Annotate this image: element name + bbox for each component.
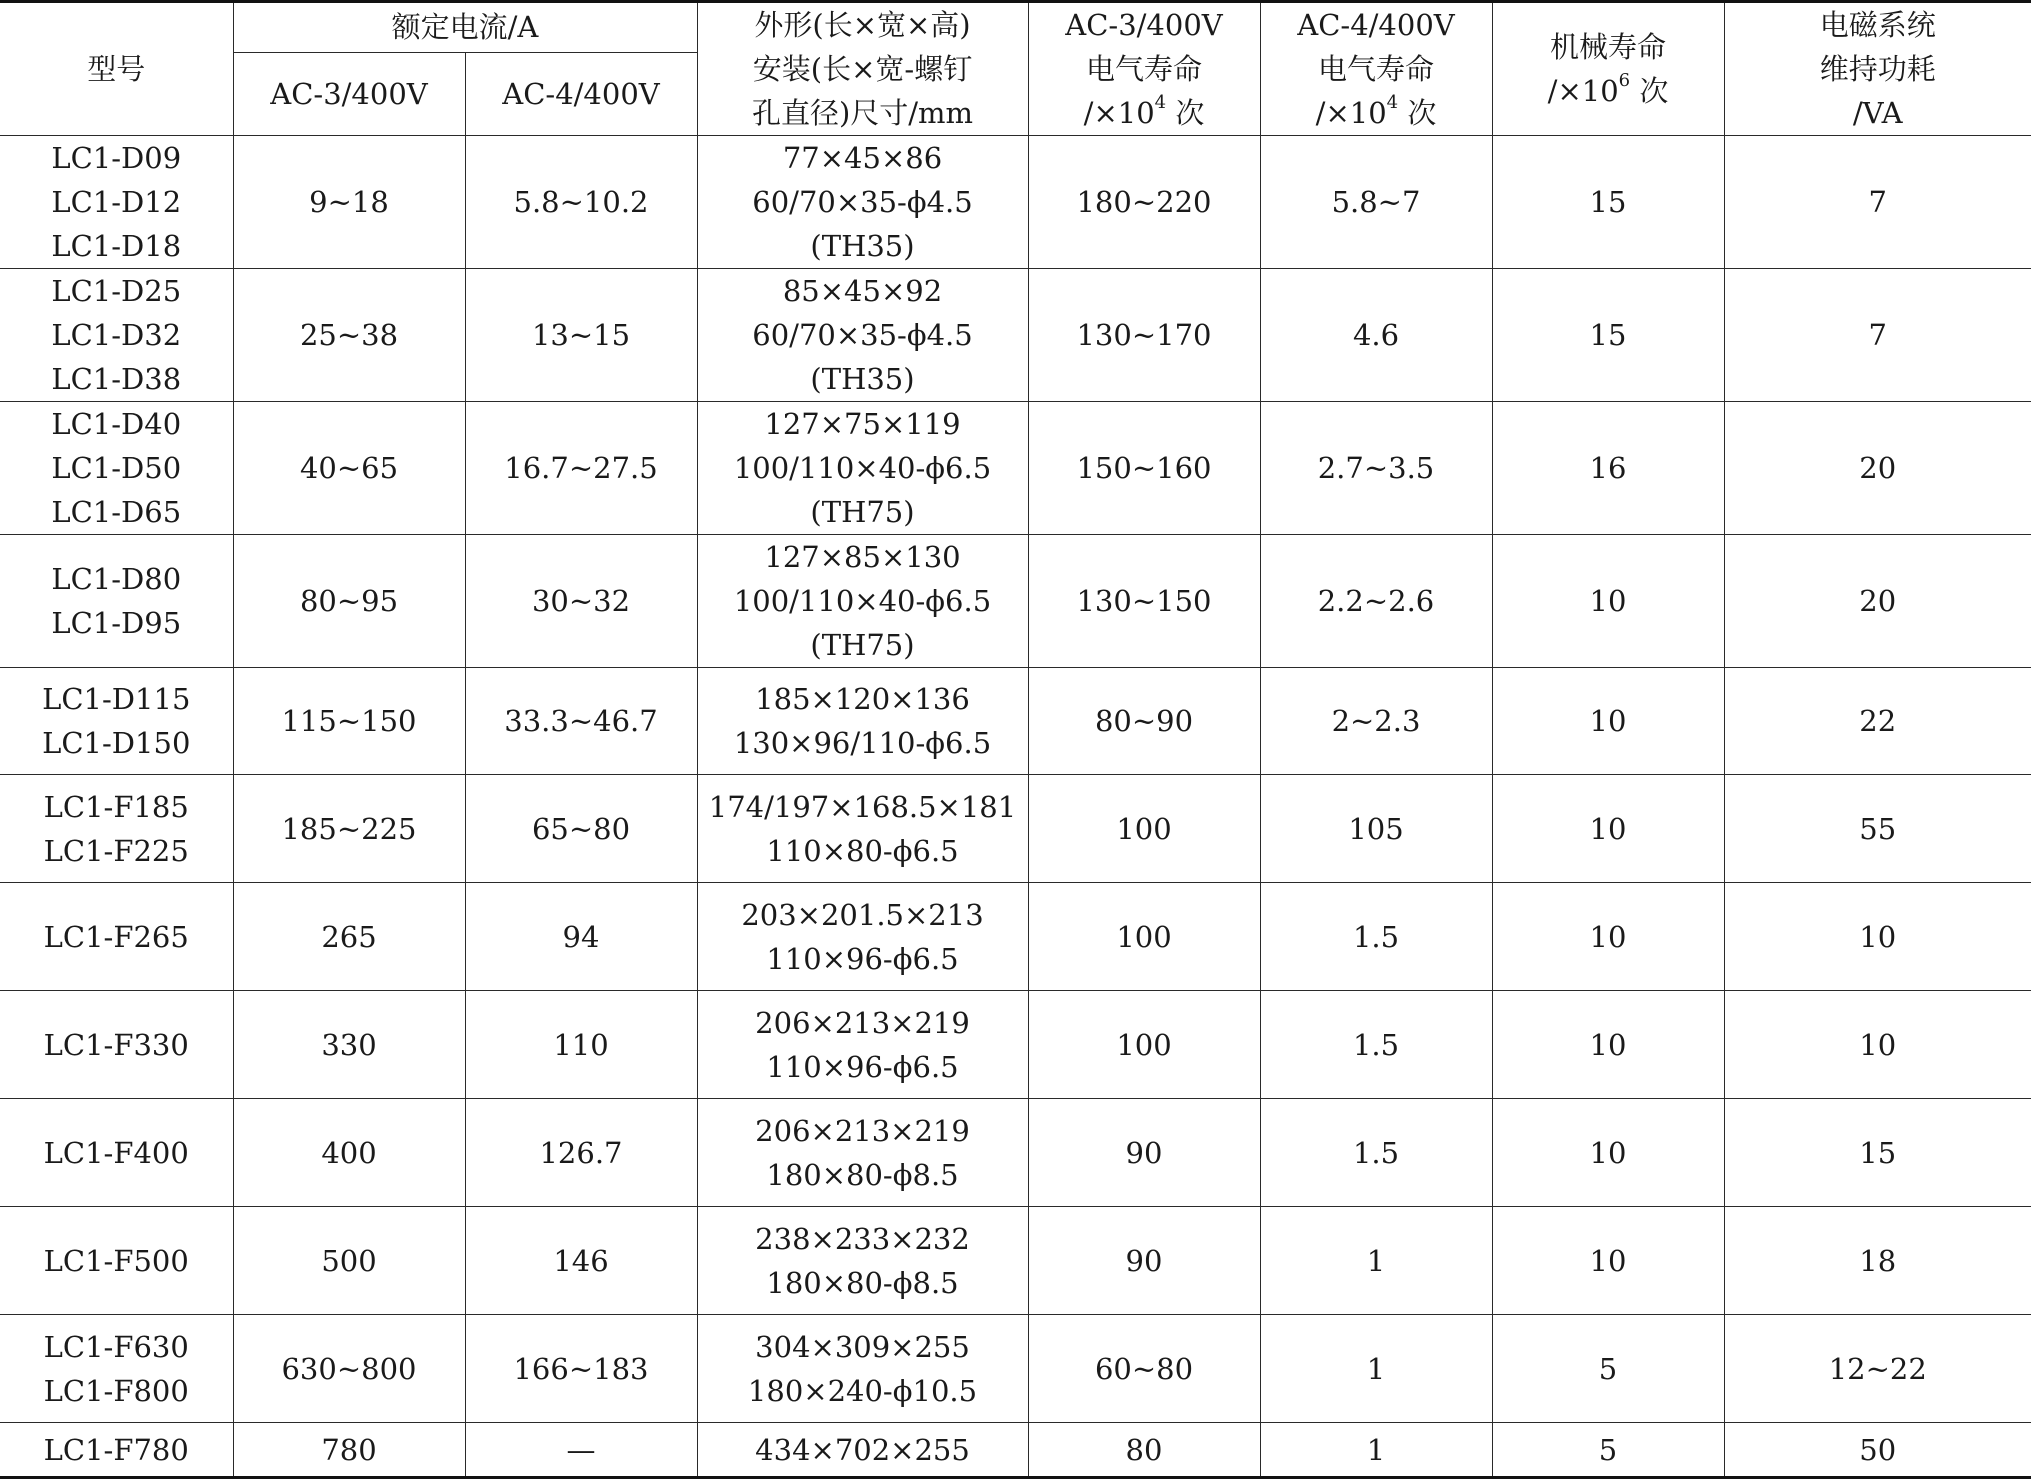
dimensions-cell: 238×233×232 180×80-ϕ8.5 <box>697 1207 1028 1315</box>
model-cell: LC1-F630 LC1-F800 <box>0 1315 233 1423</box>
holding-power-cell: 22 <box>1724 668 2031 775</box>
ac4-current-cell: — <box>465 1423 697 1478</box>
table-row <box>0 1423 2031 1478</box>
ac4-current-cell: 110 <box>465 991 697 1099</box>
header-ac4-current: AC-4/400V <box>465 52 697 135</box>
ac3-life-cell: 130~150 <box>1028 535 1260 668</box>
table-row <box>0 1207 2031 1315</box>
ac4-life-cell: 2.2~2.6 <box>1260 535 1492 668</box>
model-cell: LC1-F400 <box>0 1099 233 1207</box>
ac4-life-cell: 1 <box>1260 1423 1492 1478</box>
dimensions-cell: 77×45×86 60/70×35-ϕ4.5 (TH35) <box>697 136 1028 269</box>
ac4-current-cell: 146 <box>465 1207 697 1315</box>
holding-power-cell: 20 <box>1724 535 2031 668</box>
ac4-life-cell: 4.6 <box>1260 269 1492 402</box>
ac4-current-cell: 13~15 <box>465 269 697 402</box>
ac3-current-cell: 780 <box>233 1423 465 1478</box>
ac4-current-cell: 94 <box>465 883 697 991</box>
ac3-current-cell: 500 <box>233 1207 465 1315</box>
dimensions-cell: 206×213×219 180×80-ϕ8.5 <box>697 1099 1028 1207</box>
holding-power-cell: 15 <box>1724 1099 2031 1207</box>
ac3-life-cell: 100 <box>1028 991 1260 1099</box>
table-row <box>0 883 2031 991</box>
table-row <box>0 775 2031 883</box>
table-body <box>0 136 2031 1478</box>
table-row <box>0 535 2031 668</box>
ac3-current-cell: 25~38 <box>233 269 465 402</box>
model-cell: LC1-D80 LC1-D95 <box>0 535 233 668</box>
dimensions-cell: 127×75×119 100/110×40-ϕ6.5 (TH75) <box>697 402 1028 535</box>
model-cell: LC1-D40 LC1-D50 LC1-D65 <box>0 402 233 535</box>
ac3-current-cell: 185~225 <box>233 775 465 883</box>
ac3-life-cell: 90 <box>1028 1099 1260 1207</box>
dimensions-cell: 185×120×136 130×96/110-ϕ6.5 <box>697 668 1028 775</box>
table-header <box>0 2 2031 136</box>
ac3-life-cell: 180~220 <box>1028 136 1260 269</box>
ac4-life-cell: 105 <box>1260 775 1492 883</box>
mechanical-life-cell: 10 <box>1492 668 1724 775</box>
dimensions-cell: 127×85×130 100/110×40-ϕ6.5 (TH75) <box>697 535 1028 668</box>
table-row <box>0 136 2031 269</box>
ac4-life-cell: 2~2.3 <box>1260 668 1492 775</box>
ac3-current-cell: 9~18 <box>233 136 465 269</box>
holding-power-cell: 12~22 <box>1724 1315 2031 1423</box>
header-model: 型号 <box>0 2 233 136</box>
model-cell: LC1-D115 LC1-D150 <box>0 668 233 775</box>
ac4-life-cell: 5.8~7 <box>1260 136 1492 269</box>
mechanical-life-cell: 16 <box>1492 402 1724 535</box>
ac4-current-cell: 33.3~46.7 <box>465 668 697 775</box>
ac3-life-cell: 130~170 <box>1028 269 1260 402</box>
ac3-current-cell: 330 <box>233 991 465 1099</box>
mechanical-life-cell: 10 <box>1492 535 1724 668</box>
mechanical-life-cell: 10 <box>1492 1207 1724 1315</box>
table-row <box>0 269 2031 402</box>
ac3-life-cell: 100 <box>1028 775 1260 883</box>
dimensions-cell: 434×702×255 <box>697 1423 1028 1478</box>
header-mechanical-life: 机械寿命 $/\times 10^6$ 次 <box>1492 2 1724 136</box>
ac3-current-cell: 80~95 <box>233 535 465 668</box>
mechanical-life-cell: 10 <box>1492 991 1724 1099</box>
dimensions-cell: 203×201.5×213 110×96-ϕ6.5 <box>697 883 1028 991</box>
holding-power-cell: 50 <box>1724 1423 2031 1478</box>
holding-power-cell: 7 <box>1724 269 2031 402</box>
mechanical-life-cell: 15 <box>1492 269 1724 402</box>
ac4-current-cell: 166~183 <box>465 1315 697 1423</box>
table-row <box>0 1099 2031 1207</box>
table-row <box>0 991 2031 1099</box>
ac4-current-cell: 5.8~10.2 <box>465 136 697 269</box>
ac4-current-cell: 30~32 <box>465 535 697 668</box>
ac4-life-cell: 1.5 <box>1260 1099 1492 1207</box>
mechanical-life-cell: 5 <box>1492 1315 1724 1423</box>
holding-power-cell: 20 <box>1724 402 2031 535</box>
ac3-current-cell: 400 <box>233 1099 465 1207</box>
ac4-life-cell: 1.5 <box>1260 991 1492 1099</box>
ac3-life-cell: 90 <box>1028 1207 1260 1315</box>
model-cell: LC1-F185 LC1-F225 <box>0 775 233 883</box>
table-row <box>0 402 2031 535</box>
ac4-life-cell: 1 <box>1260 1207 1492 1315</box>
mechanical-life-cell: 10 <box>1492 1099 1724 1207</box>
ac4-current-cell: 16.7~27.5 <box>465 402 697 535</box>
model-cell: LC1-F500 <box>0 1207 233 1315</box>
table-row <box>0 1315 2031 1423</box>
header-ac3-electrical-life: AC-3/400V 电气寿命 $/\times 10^4$ 次 <box>1028 2 1260 136</box>
header-dimensions: 外形(长×宽×高) 安装(长×宽-螺钉 孔直径)尺寸/mm <box>697 2 1028 136</box>
ac3-life-cell: 60~80 <box>1028 1315 1260 1423</box>
holding-power-cell: 10 <box>1724 991 2031 1099</box>
mechanical-life-cell: 10 <box>1492 775 1724 883</box>
dimensions-cell: 304×309×255 180×240-ϕ10.5 <box>697 1315 1028 1423</box>
ac4-current-cell: 65~80 <box>465 775 697 883</box>
mechanical-life-cell: 10 <box>1492 883 1724 991</box>
holding-power-cell: 7 <box>1724 136 2031 269</box>
ac3-life-cell: 150~160 <box>1028 402 1260 535</box>
dimensions-cell: 174/197×168.5×181 110×80-ϕ6.5 <box>697 775 1028 883</box>
model-cell: LC1-D25 LC1-D32 LC1-D38 <box>0 269 233 402</box>
ac3-life-cell: 100 <box>1028 883 1260 991</box>
model-cell: LC1-D09 LC1-D12 LC1-D18 <box>0 136 233 269</box>
mechanical-life-cell: 15 <box>1492 136 1724 269</box>
holding-power-cell: 10 <box>1724 883 2031 991</box>
ac4-current-cell: 126.7 <box>465 1099 697 1207</box>
ac3-current-cell: 40~65 <box>233 402 465 535</box>
model-cell: LC1-F265 <box>0 883 233 991</box>
ac3-current-cell: 265 <box>233 883 465 991</box>
header-rated-current: 额定电流/A <box>233 2 697 53</box>
ac3-life-cell: 80~90 <box>1028 668 1260 775</box>
header-ac4-electrical-life: AC-4/400V 电气寿命 $/\times 10^4$ 次 <box>1260 2 1492 136</box>
dimensions-cell: 85×45×92 60/70×35-ϕ4.5 (TH35) <box>697 269 1028 402</box>
ac4-life-cell: 2.7~3.5 <box>1260 402 1492 535</box>
ac4-life-cell: 1.5 <box>1260 883 1492 991</box>
header-ac3-current: AC-3/400V <box>233 52 465 135</box>
ac3-current-cell: 115~150 <box>233 668 465 775</box>
table-row <box>0 668 2031 775</box>
holding-power-cell: 55 <box>1724 775 2031 883</box>
ac3-life-cell: 80 <box>1028 1423 1260 1478</box>
ac3-current-cell: 630~800 <box>233 1315 465 1423</box>
holding-power-cell: 18 <box>1724 1207 2031 1315</box>
model-cell: LC1-F780 <box>0 1423 233 1478</box>
model-cell: LC1-F330 <box>0 991 233 1099</box>
mechanical-life-cell: 5 <box>1492 1423 1724 1478</box>
header-coil-holding-power: 电磁系统 维持功耗 /VA <box>1724 2 2031 136</box>
ac4-life-cell: 1 <box>1260 1315 1492 1423</box>
dimensions-cell: 206×213×219 110×96-ϕ6.5 <box>697 991 1028 1099</box>
